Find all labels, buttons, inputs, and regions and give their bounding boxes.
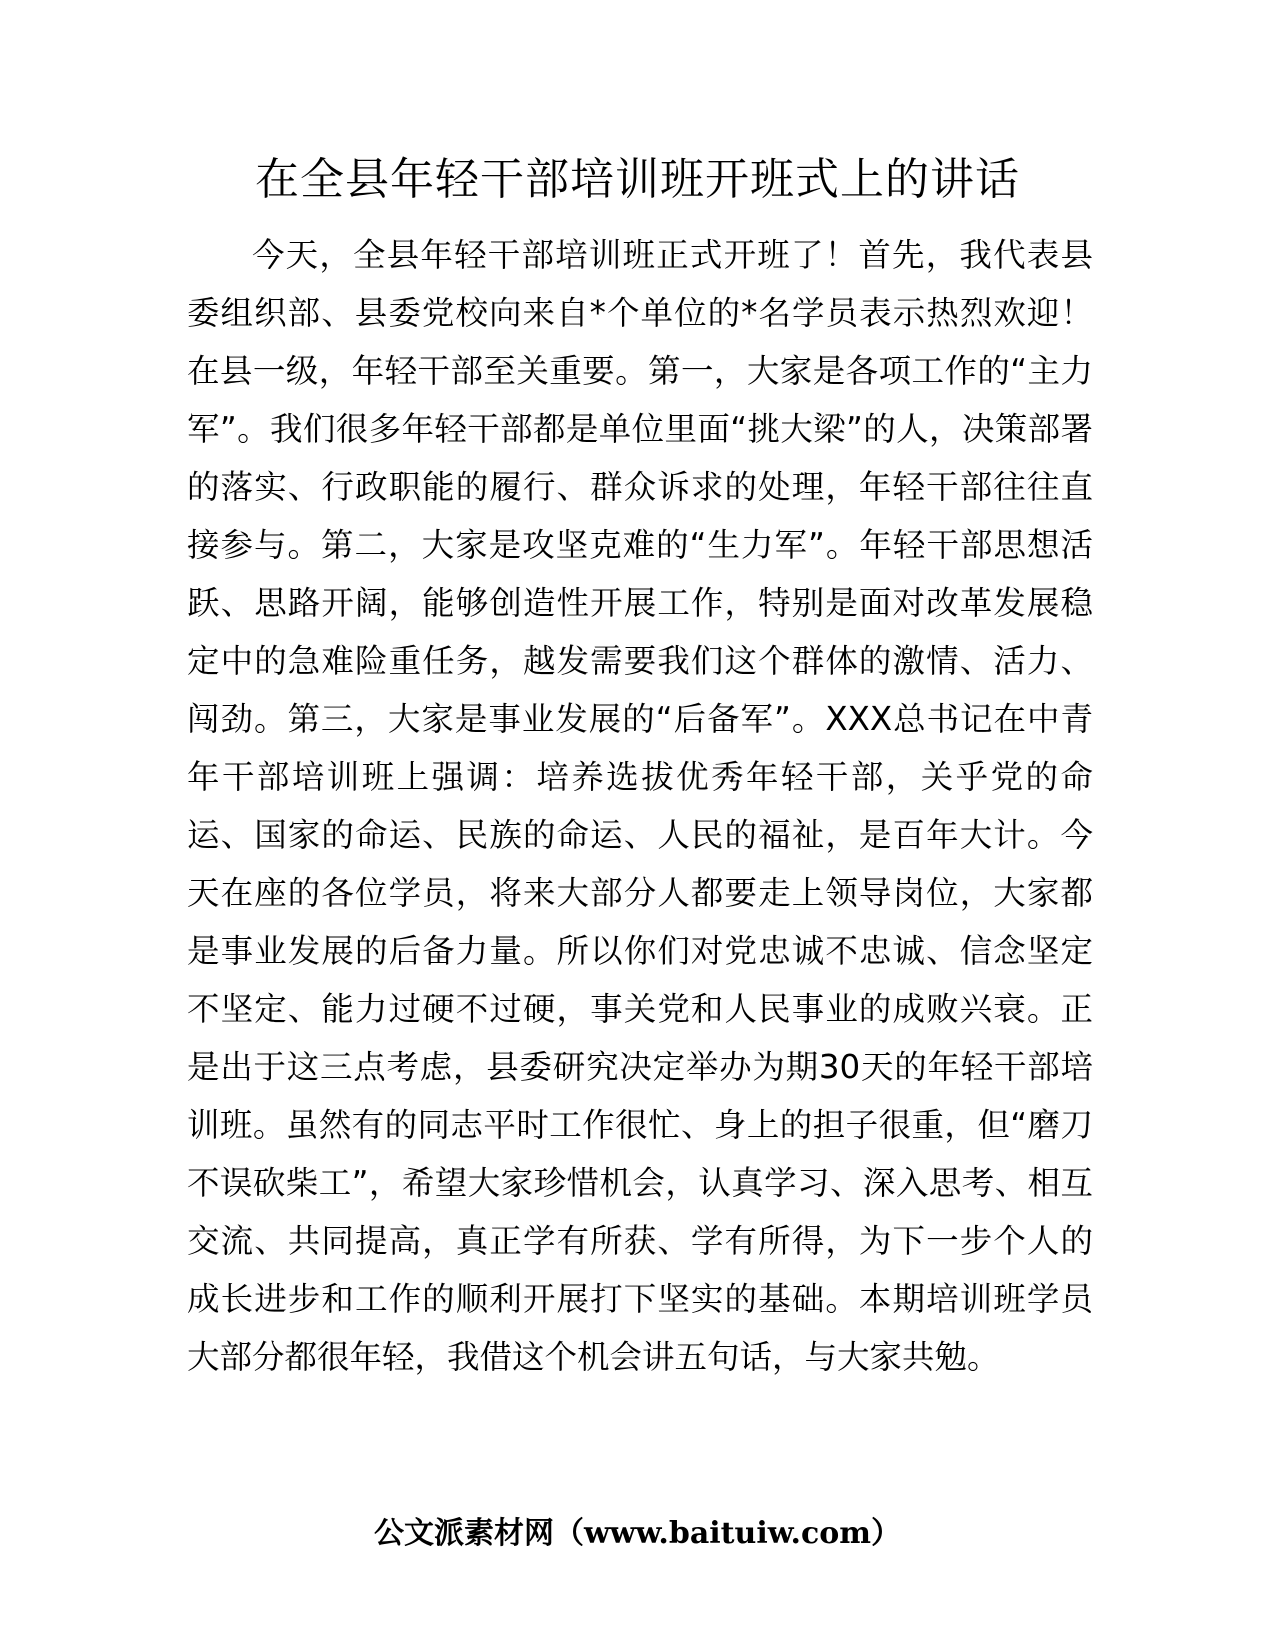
footer-source: 公文派素材网（www.baituiw.com）: [373, 1516, 902, 1551]
body-paragraph: 今天，全县年轻干部培训班正式开班了！首先，我代表县委组织部、县委党校向来自*个单位的*名学员表示热烈欢迎！在县一级，年轻干部至关重要。第一，大家是各项工作的“主力军”。我们很多年轻干部都是单位里面“挑大梁”的人，决策部署的落实、行政职能的履行、群众诉求的处理，年轻干部往往直接参与。第二，大家是攻坚克难的“生力军”。年轻干部思想活跃、思路开阔，能够创造性开展工作，特别是面对改革发展稳定中的急难险重任务，越发需要我们这个群体的激情、活力、闯劲。第三，大家是事业发展的“后备军”。XXX总书记在中青年干部培训班上强调：培养选拔优秀年轻干部，关乎党的命运、国家的命运、民族的命运、人民的福祉，是百年大计。今天在座的各位学员，将来大部分人都要走上领导岗位，大家都是事业发展的后备力量。所以你们对党忠诚不忠诚、信念坚定不坚定、能力过硬不过硬，事关党和人民事业的成败兴衰。正是出于这三点考虑，县委研究决定举办为期30天的年轻干部培训班。虽然有的同志平时工作很忙、身上的担子很重，但“磨刀不误砍柴工”，希望大家珍惜机会，认真学习、深入思考、相互交流、共同提高，真正学有所获、学有所得，为下一步个人的成长进步和工作的顺利开展打下坚实的基础。本期培训班学员大部分都很年轻，我借这个机会讲五句话，与大家共勉。: [187, 236, 1093, 1376]
document-title: 在全县年轻干部培训班开班式上的讲话: [255, 154, 1020, 205]
